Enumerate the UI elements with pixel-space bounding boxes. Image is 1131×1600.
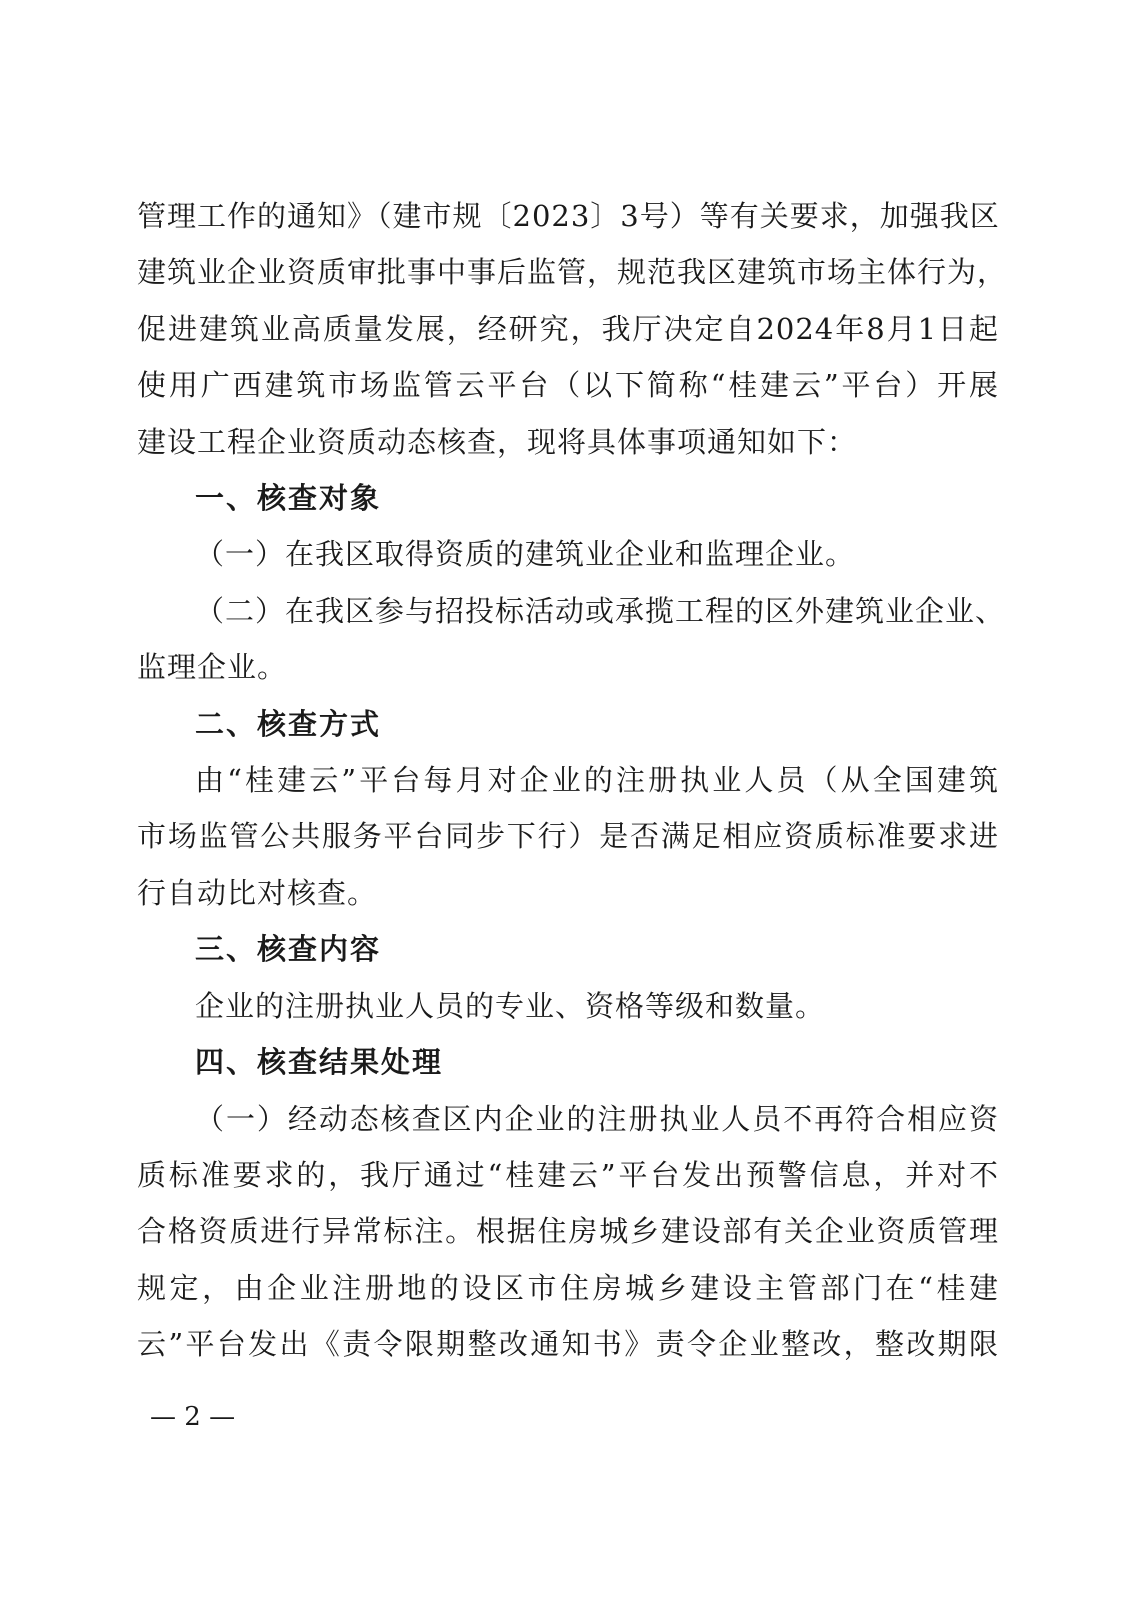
section4-line2: 质标准要求的，我厅通过“桂建云”平台发出预警信息，并对不 [137,1157,999,1192]
paragraph-line: 使用广西建筑市场监管云平台（以下简称“桂建云”平台）开展 [137,368,999,403]
paragraph-line: 建设工程企业资质动态核查，现将具体事项通知如下： [137,424,858,459]
document-body [137,188,1008,1373]
section-heading-content: 三、核查内容 [195,932,382,967]
section1-item2-line2: 监理企业。 [137,650,288,685]
section2-line1: 由“桂建云”平台每月对企业的注册执业人员（从全国建筑 [195,763,999,798]
section-heading-method: 二、核查方式 [195,706,382,741]
paragraph-line: 管理工作的通知》（建市规〔2023〕3号）等有关要求，加强我区 [137,199,1000,233]
section3-line1: 企业的注册执业人员的专业、资格等级和数量。 [195,988,826,1023]
section4-line3: 合格资质进行异常标注。根据住房城乡建设部有关企业资质管理 [137,1214,999,1249]
section-heading-targets: 一、核查对象 [195,481,382,516]
section1-item2-line1: （二）在我区参与招投标活动或承揽工程的区外建筑业企业、 [195,593,1006,628]
section4-line1: （一）经动态核查区内企业的注册执业人员不再符合相应资 [195,1101,999,1136]
section1-item1: （一）在我区取得资质的建筑业企业和监理企业。 [195,537,856,572]
section2-line2: 市场监管公共服务平台同步下行）是否满足相应资质标准要求进 [137,819,999,854]
paragraph-line: 促进建筑业高质量发展，经研究，我厅决定自2024年8月1日起 [137,311,999,346]
page-number: — 2 — [150,1402,236,1432]
section2-line3: 行自动比对核查。 [137,875,378,910]
section4-line4: 规定，由企业注册地的设区市住房城乡建设主管部门在“桂建 [137,1270,999,1305]
paragraph-line: 建筑业企业资质审批事中事后监管，规范我区建筑市场主体行为， [137,255,1008,290]
section4-line5: 云”平台发出《责令限期整改通知书》责令企业整改，整改期限 [137,1327,999,1362]
section-heading-result-handling: 四、核查结果处理 [195,1045,444,1080]
